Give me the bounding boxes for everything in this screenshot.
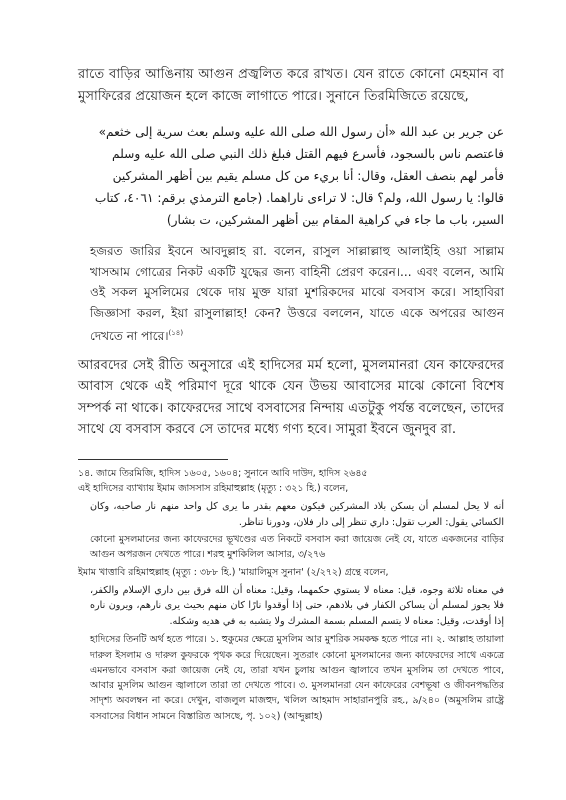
footnote-arabic-khattabi: في معناه ثلاثة وجوه، قيل: معناه لا يستوي حكمهما، وقيل: معناه أن الله فرق بين داري الإسلام والكفر، فلا يجوز لمسلم أن يساكن الكفار في بلادهم، حتى إذا أوقدوا نارًا كان منهم بحيث يرى نارهم، ويرون ناره إذا أوقدت، وقيل: معناه لا يتسم المسلم بسمة المشرك ولا يتشبه به في هديه وشكله.: [90, 584, 504, 627]
footnote-divider: [78, 459, 228, 460]
footnote-translation-jassas: কোনো মুসলমানের জন্য কাফেরদের ভূখণ্ডের এত নিকটে বসবাস করা জায়েজ নেই যে, যাতে একজনের বাড়ির আগুন অপরজন দেখতে পারে। শরহু মুশকিলিল আসার, ৩/২৭৬: [90, 534, 504, 561]
paragraph-explanation: আরবদের সেই রীতি অনুসারে এই হাদিসের মর্ম হলো, মুসলমানরা যেন কাফেরদের আবাস থেকে এই পরিমাণ দূরে থাকে যেন উভয় আবাসের মাঝে কোনো বিশেষ সম্পর্ক না থাকে। কাফেরদের সাথে বসবাসের নিন্দায় এতটুকু পর্যন্ত বলেছেন, তাদের সাথে যে বসবাস করবে সে তাদের মধ্যে গণ্য হবে। সামুরা ইবনে জুনদুব রা.: [78, 357, 504, 437]
arabic-hadith-quote: عن جرير بن عبد الله «أن رسول الله صلى الله عليه وسلم بعث سرية إلى خثعم» فاعتصم ناس بالسجود، فأسرع فيهم القتل فبلغ ذلك النبي صلى الله عليه وسلم فأمر لهم بنصف العقل، وقال: أنا بريء من كل مسلم يقيم بين أظهر المشركين قالوا: يا رسول الله، ولم؟ قال: لا تراءى ناراهما. (جامع الترمذي برقم: ٤٠٦١، كتاب السير، باب ما جاء في كراهية المقام بين أظهر المشركين، ت بشار): [94, 125, 504, 227]
footnote-reference: ১৪. জামে তিরমিজি, হাদিস ১৬০৫, ১৬০৪; সুনানে আবি দাউদ, হাদিস ২৬৪৫: [78, 467, 368, 479]
footnote-marker[interactable]: (১৪): [168, 329, 184, 337]
footnote-translation-khattabi: হাদিসের তিনটি অর্থ হতে পারে। ১. হুকুমের ক্ষেত্রে মুসলিম আর মুশরিক সমকক্ষ হতে পারে না। ২. আল্লাহ তায়ালা দারুল ইসলাম ও দারুল কুফরকে পৃথক করে দিয়েছেন। সুতরাং কোনো মুসলমানের জন্য কাফেরদের সাথে একত্রে এমনভাবে বসবাস করা জায়েজ নেই যে, তারা যখন চুলায় আগুন জ্বালাবে তখন মুসলিম তা দেখতে পাবে, আবার মুসলিম আগুন জ্বালালে তারা তা দেখতে পাবে। ৩. মুসলমানরা যেন কাফেরের বেশভূষা ও জীবনপদ্ধতির সাদৃশ্য অবলম্বন না করে। দেখুন, বাজলুল মাজহুদ, খলিল আহমাদ সাহারানপুরি রহ., ৯/২৪০ (অমুসলিম রাষ্ট্রে বসবাসের বিধান সামনে বিস্তারিত আসছে, পৃ. ১০২) (আব্দুল্লাহ): [90, 634, 504, 722]
translation-text: হজরত জারির ইবনে আবদুল্লাহ রা. বলেন, রাসুল সাল্লাল্লাহু আলাইহি ওয়া সাল্লাম খাসআম গোত্রের নিকট একটি যুদ্ধের জন্য বাহিনী প্রেরণ করেন।... এবং বলেন, আমি ওই সকল মুসলিমের থেকে দায় মুক্ত যারা মুশরিকদের মাঝে বসবাস করে। সাহাবিরা জিজ্ঞাসা করল, ইয়া রাসুলাল্লাহ! কেন? উত্তরে বললেন, যাতে একে অপরের আগুন দেখতে না পারে।: [90, 244, 504, 343]
footnote-section: [78, 466, 504, 724]
paragraph-intro: রাতে বাড়ির আঙিনায় আগুন প্রজ্বলিত করে রাখত। যেন রাতে কোনো মেহমান বা মুসাফিরের প্রয়োজন হলে কাজে লাগাতে পারে। সুনানে তিরমিজিতে রয়েছে,: [78, 67, 504, 104]
footnote-line-jassas: এই হাদিসের ব্যাখ্যায় ইমাম জাসসাস রহিমাহুল্লাহ (মৃত্যু : ৩২১ হি.) বলেন,: [78, 482, 349, 494]
footnote-line-khattabi: ইমাম খাত্তাবি রহিমাহুল্লাহ (মৃত্যু : ৩৮৮ হি.) 'মায়ালিমুস সুনান' (২/২৭২) গ্রন্থে বলেন,: [78, 566, 389, 578]
hadith-translation: [90, 241, 504, 347]
footnote-arabic-jassas: أنه لا يحل لمسلم أن يسكن بلاد المشركين فيكون معهم بقدر ما يرى كل واحد منهم نار صاحبه، وكان الكسائي يقول: العرب تقول: داري تنظر إلى دار فلان، ودورنا تناظر.: [90, 500, 504, 528]
